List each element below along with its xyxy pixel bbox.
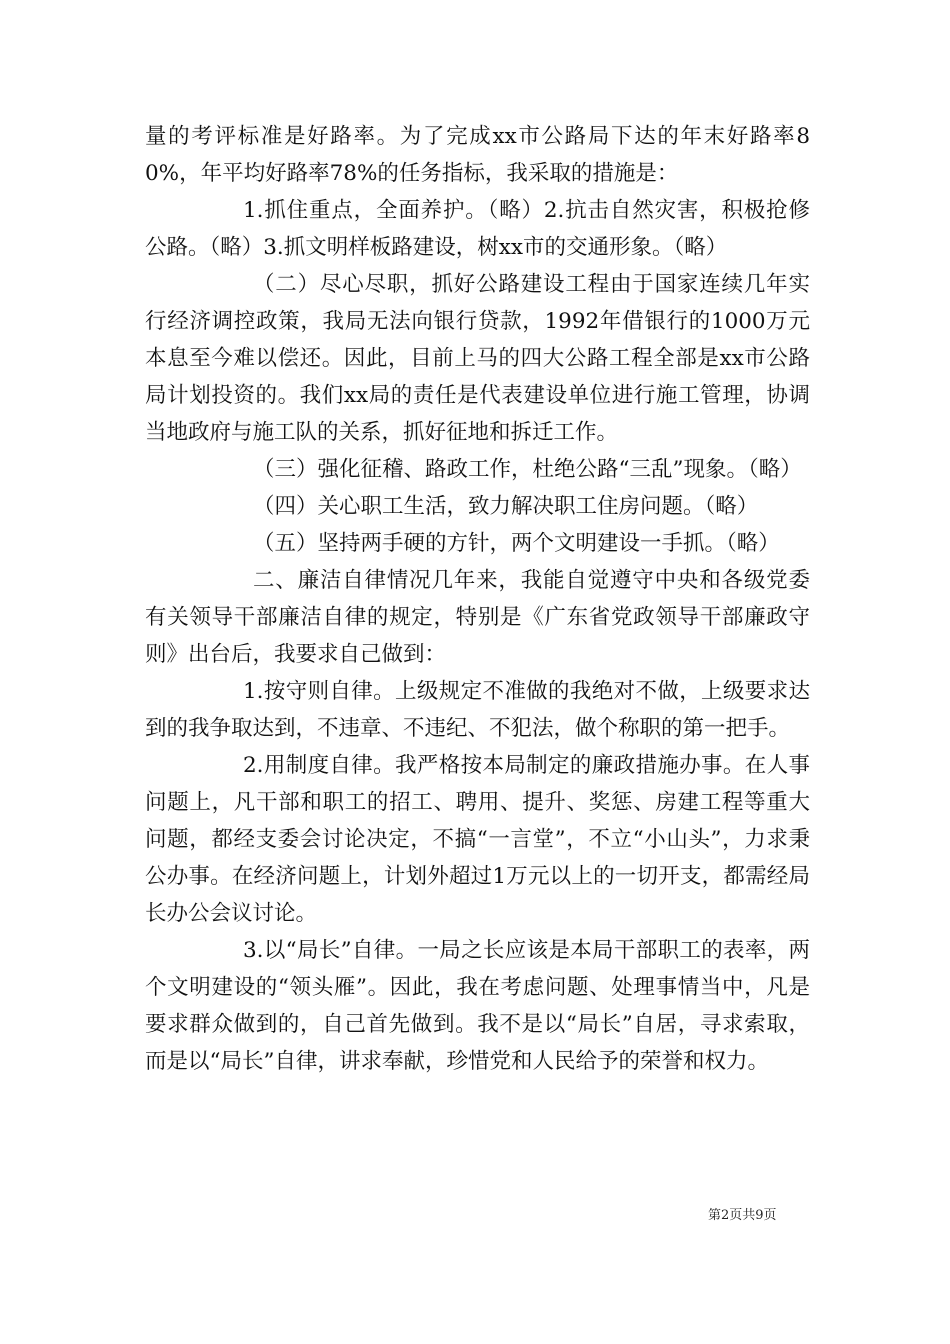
paragraph-section-4: （四）关心职工生活，致力解决职工住房问题。（略）	[253, 494, 759, 519]
paragraph-continuation: 量的考评标准是好路率。为了完成xx市公路局下达的年末好路率80%，年平均好路率78%的任务指标，我采取的措施是：	[145, 124, 810, 186]
paragraph-integrity-heading: 二、廉洁自律情况几年来，我能自觉遵守中央和各级党委有关领导干部廉洁自律的规定，特别是《广东省党政领导干部廉政守则》出台后，我要求自己做到：	[145, 568, 810, 667]
paragraph-measures: 1.抓住重点，全面养护。（略）2.抗击自然灾害，积极抢修公路。（略）3.抓文明样板路建设，树xx市的交通形象。（略）	[145, 198, 810, 260]
document-body	[145, 118, 810, 1080]
paragraph-rule-3: 3.以“局长”自律。一局之长应该是本局干部职工的表率，两个文明建设的“领头雁”。因此，我在考虑问题、处理事情当中，凡是要求群众做到的，自己首先做到。我不是以“局长”自居，寻求索取，而是以“局长”自律，讲求奉献，珍惜党和人民给予的荣誉和权力。	[145, 938, 810, 1074]
paragraph-rule-2: 2.用制度自律。我严格按本局制定的廉政措施办事。在人事问题上，凡干部和职工的招工、聘用、提升、奖惩、房建工程等重大问题，都经支委会讨论决定，不搞“一言堂”，不立“小山头”，力求秉公办事。在经济问题上，计划外超过1万元以上的一切开支，都需经局长办公会议讨论。	[145, 753, 810, 926]
paragraph-section-3: （三）强化征稽、路政工作，杜绝公路“三乱”现象。（略）	[253, 457, 802, 482]
page-number: 第2页共9页	[708, 1208, 777, 1223]
paragraph-rule-1: 1.按守则自律。上级规定不准做的我绝对不做，上级要求达到的我争取达到，不违章、不违纪、不犯法，做个称职的第一把手。	[145, 679, 810, 741]
paragraph-section-5: （五）坚持两手硬的方针，两个文明建设一手抓。（略）	[253, 531, 780, 556]
paragraph-section-2: （二）尽心尽职，抓好公路建设工程由于国家连续几年实行经济调控政策，我局无法向银行贷款，1992年借银行的1000万元本息至今难以偿还。因此，目前上马的四大公路工程全部是xx市公路局计划投资的。我们xx局的责任是代表建设单位进行施工管理，协调当地政府与施工队的关系，抓好征地和拆迁工作。	[145, 272, 810, 445]
